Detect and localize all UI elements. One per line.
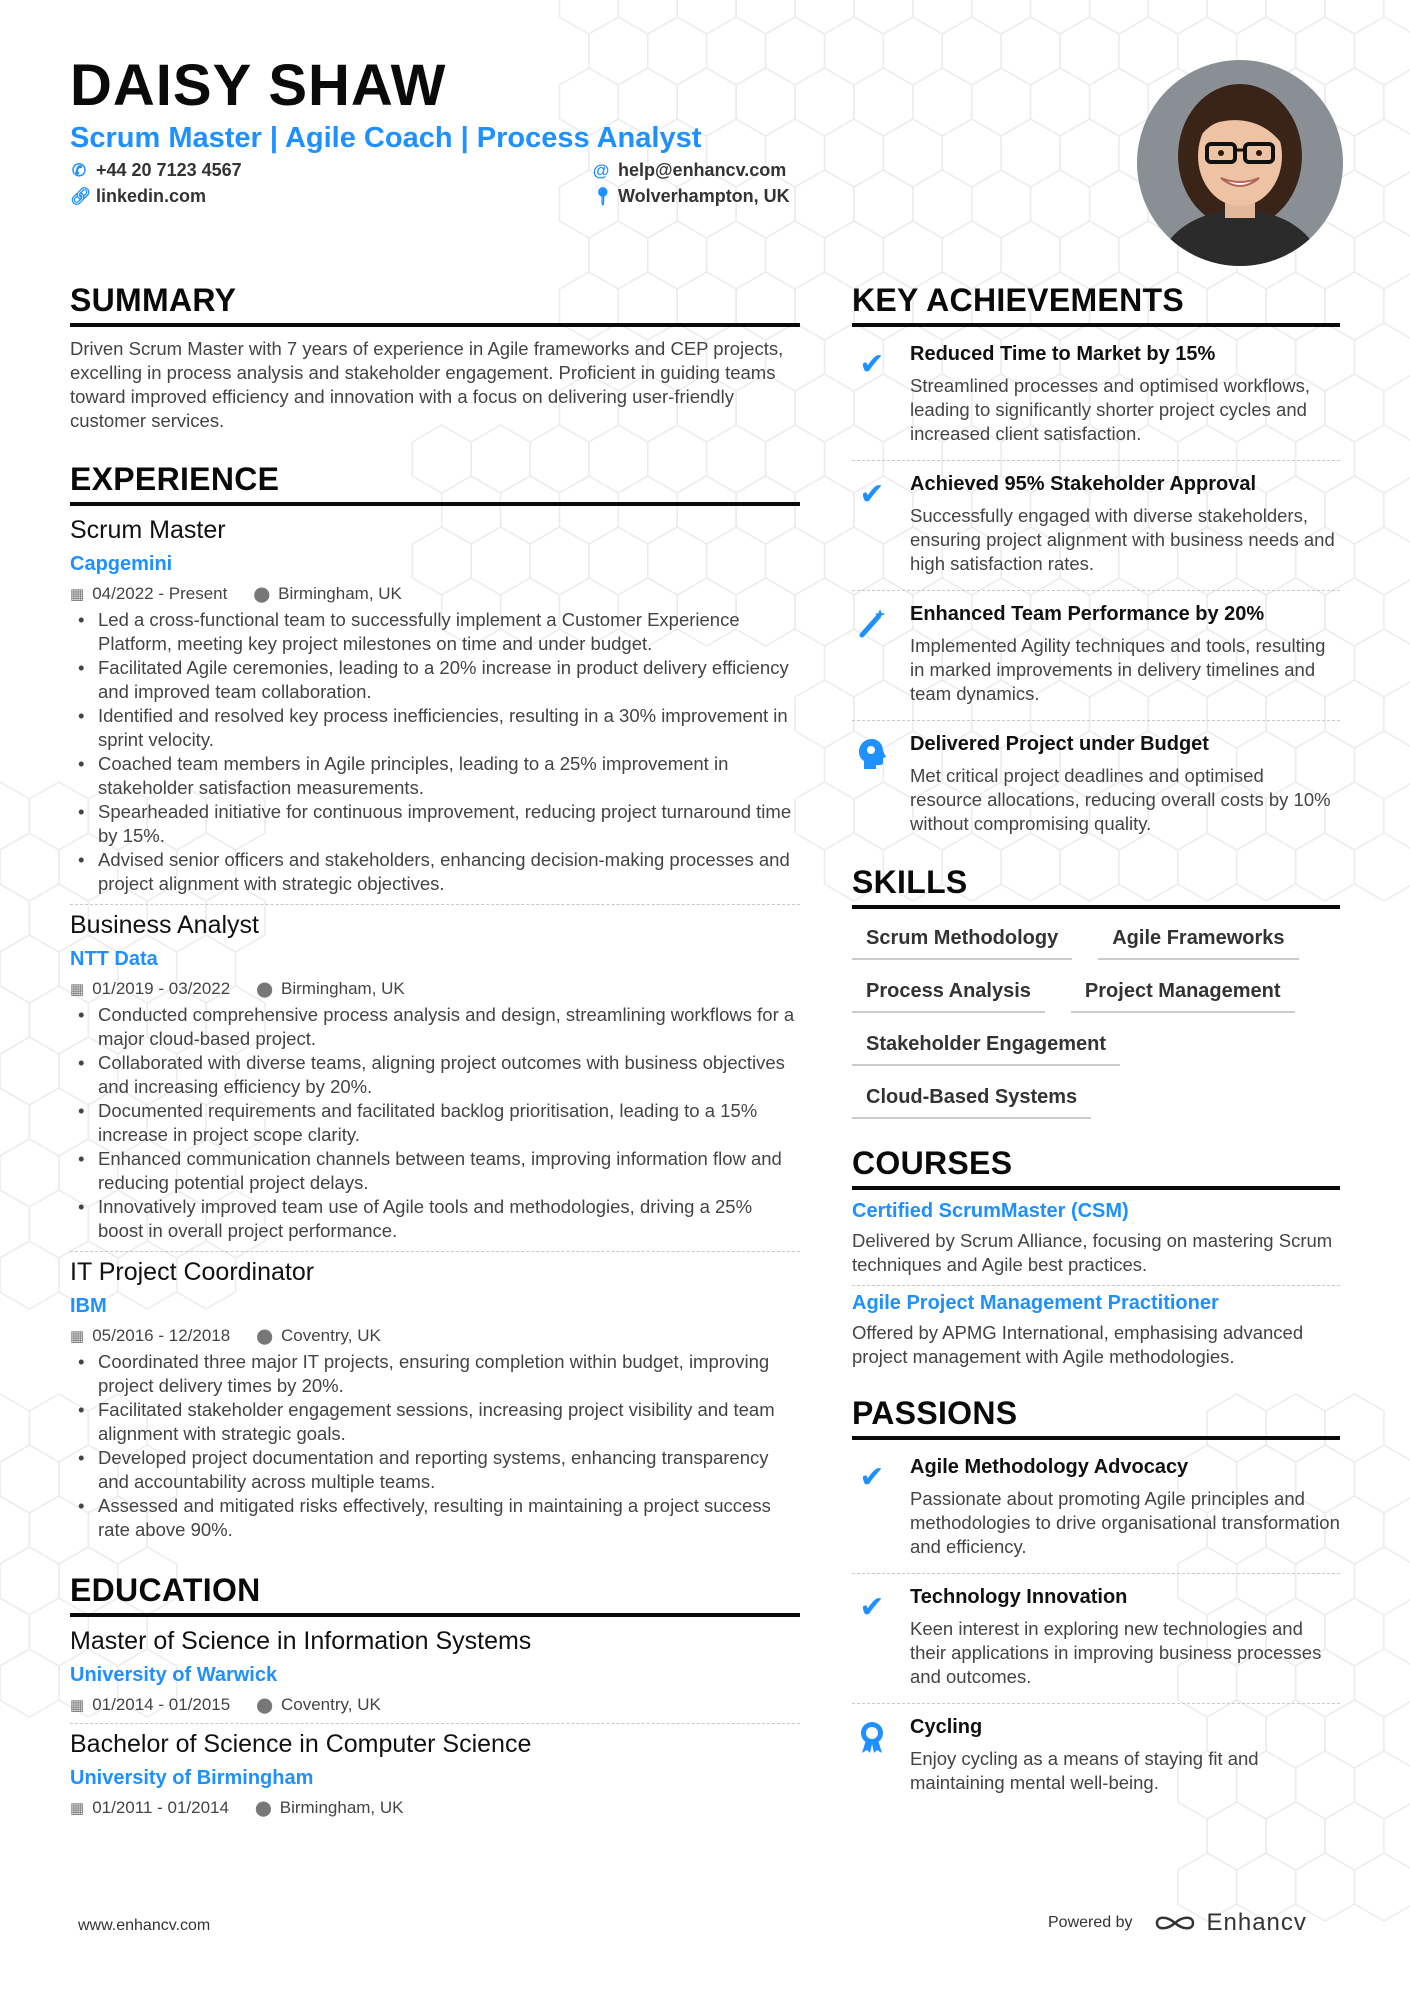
linkedin-contact[interactable] [70, 186, 206, 207]
job-location: Coventry, UK [281, 1326, 381, 1345]
job-title: Scrum Master [70, 516, 226, 544]
bullet-item: • Enhanced communication channels between teams, improving information flow and reducing potential project delays. [70, 1147, 800, 1195]
education-entry [70, 1730, 800, 1818]
job-dates: 01/2019 - 03/2022 [92, 979, 231, 998]
experience-entry [70, 911, 800, 1243]
summary-heading: SUMMARY [70, 282, 800, 327]
achievement-title: Delivered Project under Budget [910, 733, 1209, 755]
footer-branding [1048, 1909, 1307, 1937]
achievement-title: Reduced Time to Market by 15% [910, 343, 1216, 365]
checkmark-icon: ✔ [859, 348, 885, 381]
checkmark-icon: ✔ [859, 1461, 885, 1494]
company-name: IBM [70, 1295, 107, 1317]
job-bullets [70, 608, 800, 896]
company-name: NTT Data [70, 948, 158, 970]
experience-heading: EXPERIENCE [70, 461, 800, 506]
skill-tag: Project Management [1071, 974, 1295, 1013]
degree-title: Master of Science in Information Systems [70, 1627, 532, 1655]
passion-title: Technology Innovation [910, 1586, 1128, 1608]
location-pin-icon: ⬤ [253, 586, 271, 603]
job-dates: 05/2016 - 12/2018 [92, 1326, 231, 1345]
bullet-item: • Documented requirements and facilitated backlog prioritisation, leading to a 15% increase in project scope clarity. [70, 1099, 800, 1147]
passion-text: Passionate about promoting Agile principles and methodologies to drive organisational transformation and efficiency. [910, 1488, 1340, 1557]
school-name: University of Warwick [70, 1664, 278, 1686]
experience-entry [70, 516, 800, 896]
email-contact[interactable] [592, 160, 786, 181]
achievement-item [852, 467, 1340, 582]
course-title: Agile Project Management Practitioner [852, 1292, 1219, 1314]
bullet-item: • Spearheaded initiative for continuous improvement, reducing project turnaround time by 15%. [70, 800, 800, 848]
experience-entry [70, 1258, 800, 1542]
passion-title: Cycling [910, 1716, 983, 1738]
course-text: Offered by APMG International, emphasising advanced project management with Agile methodologies. [852, 1322, 1304, 1367]
entry-divider [852, 1703, 1340, 1704]
location-text: Wolverhampton, UK [618, 186, 790, 206]
skill-tag: Stakeholder Engagement [852, 1027, 1120, 1066]
course-title: Certified ScrumMaster (CSM) [852, 1200, 1129, 1222]
right-column [852, 282, 1340, 1801]
bullet-item: • Facilitated stakeholder engagement sessions, increasing project visibility and team alignment with strategic goals. [70, 1398, 800, 1446]
phone-contact[interactable] [70, 160, 242, 181]
checkmark-icon: ✔ [859, 1591, 885, 1624]
education-entry [70, 1627, 800, 1715]
profile-photo [1137, 60, 1343, 266]
passion-item [852, 1710, 1340, 1801]
entry-divider [70, 904, 800, 905]
course-item [852, 1292, 1340, 1369]
bullet-item: • Coordinated three major IT projects, ensuring completion within budget, improving project delivery times by 20%. [70, 1350, 800, 1398]
achievement-item [852, 597, 1340, 712]
company-name: Capgemini [70, 553, 173, 575]
passion-text: Keen interest in exploring new technologies and their applications in improving business processes and outcomes. [910, 1618, 1322, 1687]
passion-item [852, 1580, 1340, 1695]
degree-title: Bachelor of Science in Computer Science [70, 1730, 532, 1758]
skills-list [852, 919, 1340, 1119]
education-dates: 01/2011 - 01/2014 [92, 1798, 229, 1817]
location-contact [592, 186, 790, 207]
phone-icon: ✆ [71, 160, 87, 180]
school-name: University of Birmingham [70, 1767, 314, 1789]
education-dates: 01/2014 - 01/2015 [92, 1695, 231, 1714]
entry-divider [852, 1285, 1340, 1286]
bullet-item: • Collaborated with diverse teams, aligning project outcomes with business objectives and increasing efficiency by 20%. [70, 1051, 800, 1099]
job-location: Birmingham, UK [281, 979, 405, 998]
entry-divider [70, 1251, 800, 1252]
candidate-title: Scrum Master | Agile Coach | Process Analyst [70, 122, 702, 154]
candidate-name: DAISY SHAW [70, 53, 447, 118]
course-item [852, 1200, 1340, 1277]
footer-website[interactable]: www.enhancv.com [78, 1917, 211, 1934]
skills-heading: SKILLS [852, 864, 1340, 909]
bullet-item: • Led a cross-functional team to successfully implement a Customer Experience Platform, meeting key project milestones on time and under budget. [70, 608, 800, 656]
bullet-item: • Identified and resolved key process inefficiencies, resulting in a 30% improvement in sprint velocity. [70, 704, 800, 752]
job-meta [70, 584, 800, 604]
education-meta [70, 1798, 800, 1818]
achievement-text: Successfully engaged with diverse stakeholders, ensuring project alignment with business needs and high satisfaction rates. [910, 505, 1335, 574]
skill-tag: Agile Frameworks [1098, 921, 1298, 960]
education-heading: EDUCATION [70, 1572, 800, 1617]
brand-name: Enhancv [1206, 1909, 1307, 1936]
entry-divider [852, 460, 1340, 461]
course-text: Delivered by Scrum Alliance, focusing on mastering Scrum techniques and Agile best practices. [852, 1230, 1333, 1275]
link-icon: 🔗︎ [70, 186, 92, 206]
location-pin-icon: ⬤ [254, 1800, 272, 1817]
job-title: IT Project Coordinator [70, 1258, 315, 1286]
education-meta [70, 1695, 800, 1715]
education-location: Birmingham, UK [279, 1798, 404, 1817]
job-title: Business Analyst [70, 911, 259, 939]
achievement-text: Implemented Agility techniques and tools, resulting in marked improvements in delivery timelines and team dynamics. [910, 635, 1326, 704]
linkedin-text: linkedin.com [96, 186, 207, 206]
education-location: Coventry, UK [281, 1695, 381, 1714]
job-location: Birmingham, UK [278, 584, 402, 603]
calendar-icon: ▦ [70, 1328, 85, 1345]
location-pin-icon: 📍︎ [592, 186, 614, 206]
achievement-text: Met critical project deadlines and optimised resource allocations, reducing overall costs by 10% without compromising quality. [910, 765, 1331, 834]
achievement-item [852, 337, 1340, 452]
email-text: help@enhancv.com [618, 160, 787, 180]
courses-heading: COURSES [852, 1145, 1340, 1190]
job-bullets [70, 1350, 800, 1542]
passion-title: Agile Methodology Advocacy [910, 1456, 1189, 1478]
calendar-icon: ▦ [70, 1697, 85, 1714]
job-dates: 04/2022 - Present [92, 584, 228, 603]
entry-divider [852, 720, 1340, 721]
passion-item [852, 1450, 1340, 1565]
bullet-item: • Coached team members in Agile principles, leading to a 25% improvement in stakeholder satisfaction measurements. [70, 752, 800, 800]
at-sign-icon: @ [592, 160, 610, 180]
bullet-item: • Assessed and mitigated risks effectively, resulting in maintaining a project success rate above 90%. [70, 1494, 800, 1542]
passion-text: Enjoy cycling as a means of staying fit and maintaining mental well-being. [910, 1748, 1259, 1793]
job-bullets [70, 1003, 800, 1243]
skill-tag: Cloud-Based Systems [852, 1080, 1091, 1119]
entry-divider [852, 590, 1340, 591]
skill-tag: Scrum Methodology [852, 921, 1072, 960]
bullet-item: • Developed project documentation and reporting systems, enhancing transparency and accountability across multiple teams. [70, 1446, 800, 1494]
skill-tag: Process Analysis [852, 974, 1045, 1013]
location-pin-icon: ⬤ [256, 981, 273, 998]
enhancv-logo[interactable] [1153, 1909, 1307, 1937]
achievements-heading: KEY ACHIEVEMENTS [852, 282, 1340, 327]
bullet-item: • Facilitated Agile ceremonies, leading to a 20% increase in product delivery efficiency and improved team collaboration. [70, 656, 800, 704]
calendar-icon: ▦ [70, 1800, 85, 1817]
summary-text: Driven Scrum Master with 7 years of experience in Agile frameworks and CEP projects, excelling in process analysis and stakeholder engagement. Proficient in guiding teams toward improved efficiency and innovation with a focus on delivering user-friendly customer services. [70, 338, 784, 431]
bullet-item: • Innovatively improved team use of Agile tools and methodologies, driving a 25% boost in overall project performance. [70, 1195, 800, 1243]
bullet-item: • Conducted comprehensive process analysis and design, streamlining workflows for a major cloud-based project. [70, 1003, 800, 1051]
entry-divider [70, 1723, 800, 1724]
job-meta [70, 1326, 800, 1346]
head-brain-icon [852, 733, 892, 836]
left-column [70, 282, 800, 1818]
phone-text: +44 20 7123 4567 [96, 160, 242, 180]
magic-wand-icon [852, 603, 892, 706]
calendar-icon: ▦ [70, 981, 85, 998]
job-meta [70, 979, 800, 999]
award-ribbon-icon [852, 1716, 892, 1795]
calendar-icon: ▦ [70, 586, 85, 603]
achievement-title: Enhanced Team Performance by 20% [910, 603, 1265, 625]
achievement-title: Achieved 95% Stakeholder Approval [910, 473, 1257, 495]
infinity-logo-icon [1153, 1911, 1197, 1935]
location-pin-icon: ⬤ [256, 1328, 273, 1345]
powered-by-text: Powered by [1048, 1914, 1133, 1931]
passions-heading: PASSIONS [852, 1395, 1340, 1440]
checkmark-icon: ✔ [859, 478, 885, 511]
bullet-item: • Advised senior officers and stakeholders, enhancing decision-making processes and project alignment with strategic objectives. [70, 848, 800, 896]
location-pin-icon: ⬤ [256, 1697, 273, 1714]
achievement-item [852, 727, 1340, 842]
achievement-text: Streamlined processes and optimised workflows, leading to significantly shorter project cycles and increased client satisfaction. [910, 375, 1310, 444]
entry-divider [852, 1573, 1340, 1574]
